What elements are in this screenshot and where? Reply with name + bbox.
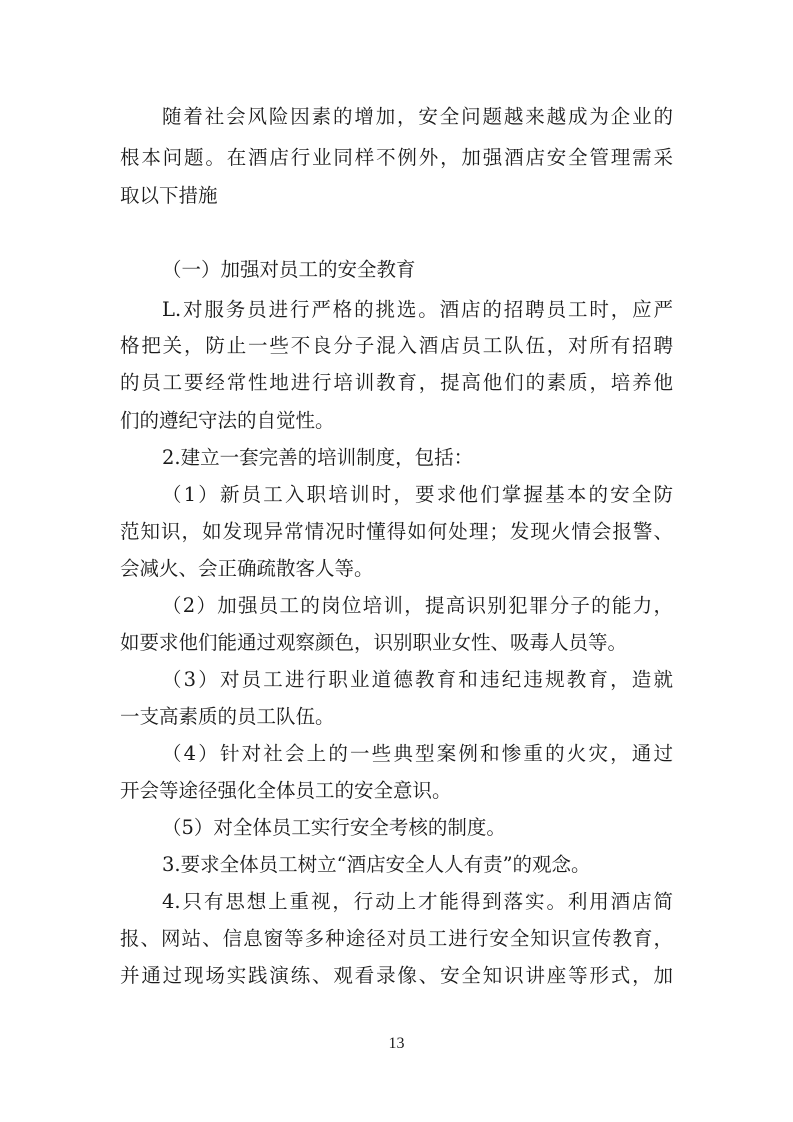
paragraph-line: （2）加强员工的岗位培训，提高识别犯罪分子的能力， [162, 594, 673, 617]
paragraph-line: 4.只有思想上重视，行动上才能得到落实。利用酒店简 [162, 890, 673, 913]
paragraph-line: 开会等途径强化全体员工的安全意识。 [120, 779, 452, 802]
paragraph-line: （4）针对社会上的一些典型案例和惨重的火灾，通过 [162, 742, 673, 765]
paragraph-line: （5）对全体员工实行安全考核的制度。 [162, 816, 506, 839]
paragraph-line: 随着社会风险因素的增加，安全问题越来越成为企业的 [162, 105, 673, 128]
paragraph-line: （3）对员工进行职业道德教育和违纪违规教育，造就 [162, 668, 673, 691]
paragraph-line: 3.要求全体员工树立“酒店安全人人有责”的观念。 [162, 853, 591, 876]
paragraph-line: 2.建立一套完善的培训制度，包括： [162, 446, 474, 469]
paragraph-line: 如要求他们能通过观察颜色，识别职业女性、吸毒人员等。 [120, 631, 628, 654]
paragraph-line: 们的遵纪守法的自觉性。 [120, 409, 335, 432]
paragraph-line: L.对服务员进行严格的挑选。酒店的招聘员工时，应严 [162, 298, 673, 321]
paragraph-line: 一支高素质的员工队伍。 [120, 705, 335, 728]
paragraph-line: 报、网站、信息窗等多种途径对员工进行安全知识宣传教育， [120, 927, 673, 950]
paragraph-line: 并通过现场实践演练、观看录像、安全知识讲座等形式，加 [120, 964, 673, 987]
paragraph-line: 范知识，如发现异常情况时懂得如何处理；发现火情会报警、 [120, 520, 673, 543]
page-number: 13 [388, 1035, 405, 1052]
section-heading: （一）加强对员工的安全教育 [162, 258, 416, 281]
paragraph-line: 根本问题。在酒店行业同样不例外，加强酒店安全管理需采 [120, 146, 673, 169]
paragraph-line: （1）新员工入职培训时，要求他们掌握基本的安全防 [162, 483, 673, 506]
paragraph-line: 会减火、会正确疏散客人等。 [120, 557, 374, 580]
paragraph-line: 的员工要经常性地进行培训教育，提高他们的素质，培养他 [120, 371, 673, 394]
paragraph-line: 格把关，防止一些不良分子混入酒店员工队伍，对所有招聘 [120, 334, 673, 357]
paragraph-line: 取以下措施 [120, 184, 218, 207]
